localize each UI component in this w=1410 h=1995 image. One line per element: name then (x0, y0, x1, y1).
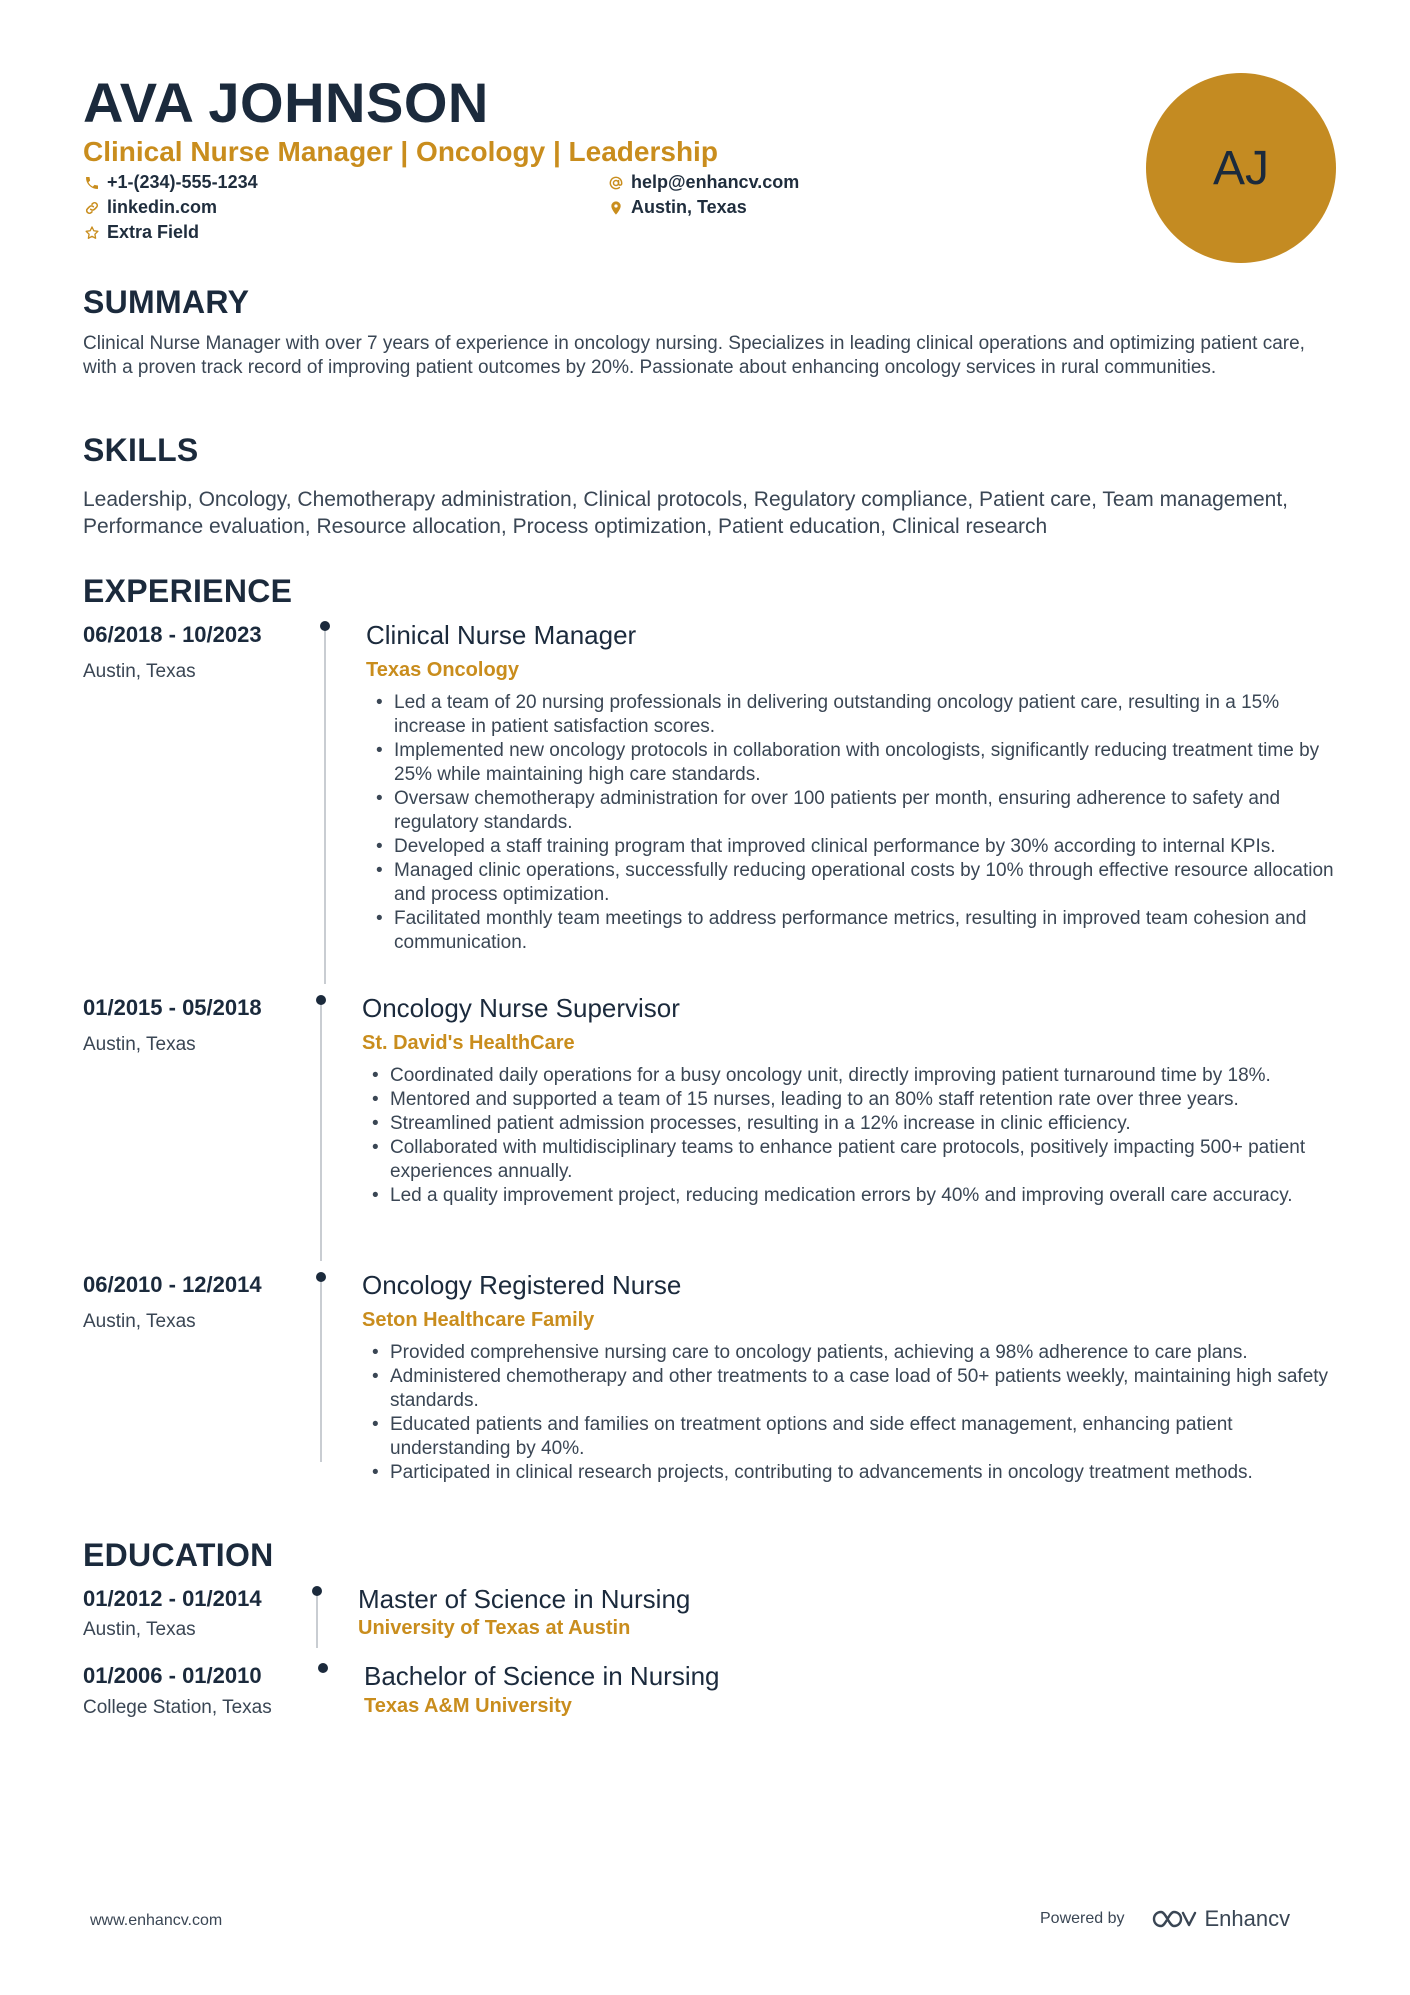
candidate-name: AVA JOHNSON (83, 71, 489, 134)
list-item: • Managed clinic operations, successfully reducing operational costs by 10% through effective resource allocation and process optimization. (368, 859, 1348, 907)
experience-role: Oncology Registered Nurse (362, 1270, 682, 1300)
summary-text: Clinical Nurse Manager with over 7 years of experience in oncology nursing. Specializes in leading clinical operations and optimizing patient care, with a proven track record of improving patient outcomes by 20%. Passionate about enhancing oncology services in rural communities. (83, 333, 1305, 378)
brand-logo[interactable]: Enhancv (1151, 1906, 1291, 1932)
experience-dates: 01/2015 - 05/2018 (83, 995, 262, 1020)
experience-bullets (364, 1064, 1344, 1208)
timeline-dot (316, 1272, 326, 1282)
enhancv-logo-icon (1151, 1907, 1197, 1931)
phone-icon (83, 174, 101, 192)
experience-company: St. David's HealthCare (362, 1032, 575, 1054)
list-item: • Led a quality improvement project, reducing medication errors by 40% and improving overall care accuracy. (364, 1184, 1344, 1208)
experience-title: EXPERIENCE (83, 573, 293, 609)
candidate-headline: Clinical Nurse Manager | Oncology | Leadership (83, 136, 718, 167)
list-item: • Participated in clinical research projects, contributing to advancements in oncology treatment methods. (364, 1461, 1344, 1485)
list-item: • Developed a staff training program that improved clinical performance by 30% according to internal KPIs. (368, 835, 1348, 859)
timeline-dot (312, 1586, 322, 1596)
list-item: • Implemented new oncology protocols in collaboration with oncologists, significantly reducing treatment time by 25% while maintaining high care standards. (368, 739, 1348, 787)
list-item: • Provided comprehensive nursing care to oncology patients, achieving a 98% adherence to care plans. (364, 1341, 1344, 1365)
education-location: Austin, Texas (83, 1619, 196, 1640)
list-item: • Administered chemotherapy and other treatments to a case load of 50+ patients weekly, maintaining high safety standards. (364, 1365, 1344, 1413)
experience-role: Oncology Nurse Supervisor (362, 993, 680, 1023)
star-icon (83, 224, 101, 242)
list-item: • Mentored and supported a team of 15 nurses, leading to an 80% staff retention rate over three years. (364, 1088, 1344, 1112)
skills-title: SKILLS (83, 432, 199, 468)
education-degree: Bachelor of Science in Nursing (364, 1661, 720, 1691)
education-title: EDUCATION (83, 1537, 274, 1573)
contact-extra: Extra Field (83, 222, 199, 243)
experience-role: Clinical Nurse Manager (366, 620, 637, 650)
avatar: AJ (1146, 73, 1336, 263)
list-item: • Led a team of 20 nursing professionals in delivering outstanding oncology patient care, resulting in a 15% increase in patient satisfaction scores. (368, 691, 1348, 739)
list-item: • Facilitated monthly team meetings to address performance metrics, resulting in improved team cohesion and communication. (368, 907, 1348, 955)
contact-phone[interactable]: +1-(234)-555-1234 (83, 172, 258, 193)
timeline-line (324, 626, 326, 984)
education-school: University of Texas at Austin (358, 1617, 631, 1639)
contact-list (83, 172, 803, 252)
experience-location: Austin, Texas (83, 1034, 196, 1055)
education-location: College Station, Texas (83, 1697, 272, 1718)
link-icon (83, 199, 101, 217)
footer-branding (1040, 1906, 1290, 1932)
powered-by-label: Powered by (1040, 1910, 1125, 1927)
timeline-line (316, 1590, 318, 1648)
experience-location: Austin, Texas (83, 661, 196, 682)
map-pin-icon (607, 199, 625, 217)
experience-dates: 06/2018 - 10/2023 (83, 622, 262, 647)
contact-email[interactable]: help@enhancv.com (607, 172, 799, 193)
timeline-dot (320, 621, 330, 631)
timeline-dot (318, 1663, 328, 1673)
timeline-line (320, 999, 322, 1261)
experience-bullets (364, 1341, 1344, 1485)
list-item: • Oversaw chemotherapy administration for over 100 patients per month, ensuring adherence to safety and regulatory standards. (368, 787, 1348, 835)
list-item: • Streamlined patient admission processes, resulting in a 12% increase in clinic efficiency. (364, 1112, 1344, 1136)
experience-company: Texas Oncology (366, 659, 520, 681)
education-dates: 01/2006 - 01/2010 (83, 1663, 262, 1688)
at-icon (607, 174, 625, 192)
experience-bullets (368, 691, 1348, 955)
contact-location: Austin, Texas (607, 197, 747, 218)
skills-text: Leadership, Oncology, Chemotherapy administration, Clinical protocols, Regulatory compliance, Patient care, Team management, Performance evaluation, Resource allocation, Process optimization, Patient education, Clinical research (83, 488, 1289, 538)
experience-location: Austin, Texas (83, 1311, 196, 1332)
summary-title: SUMMARY (83, 284, 250, 320)
experience-dates: 06/2010 - 12/2014 (83, 1272, 262, 1297)
contact-linkedin[interactable]: linkedin.com (83, 197, 217, 218)
education-dates: 01/2012 - 01/2014 (83, 1586, 262, 1611)
footer-website[interactable]: www.enhancv.com (90, 1912, 223, 1929)
list-item: • Collaborated with multidisciplinary teams to enhance patient care protocols, positively impacting 500+ patient experiences annually. (364, 1136, 1344, 1184)
timeline-dot (316, 995, 326, 1005)
list-item: • Coordinated daily operations for a busy oncology unit, directly improving patient turnaround time by 18%. (364, 1064, 1344, 1088)
timeline-line (320, 1276, 322, 1462)
education-school: Texas A&M University (364, 1695, 572, 1717)
education-degree: Master of Science in Nursing (358, 1584, 691, 1614)
list-item: • Educated patients and families on treatment options and side effect management, enhancing patient understanding by 40%. (364, 1413, 1344, 1461)
experience-company: Seton Healthcare Family (362, 1309, 595, 1331)
